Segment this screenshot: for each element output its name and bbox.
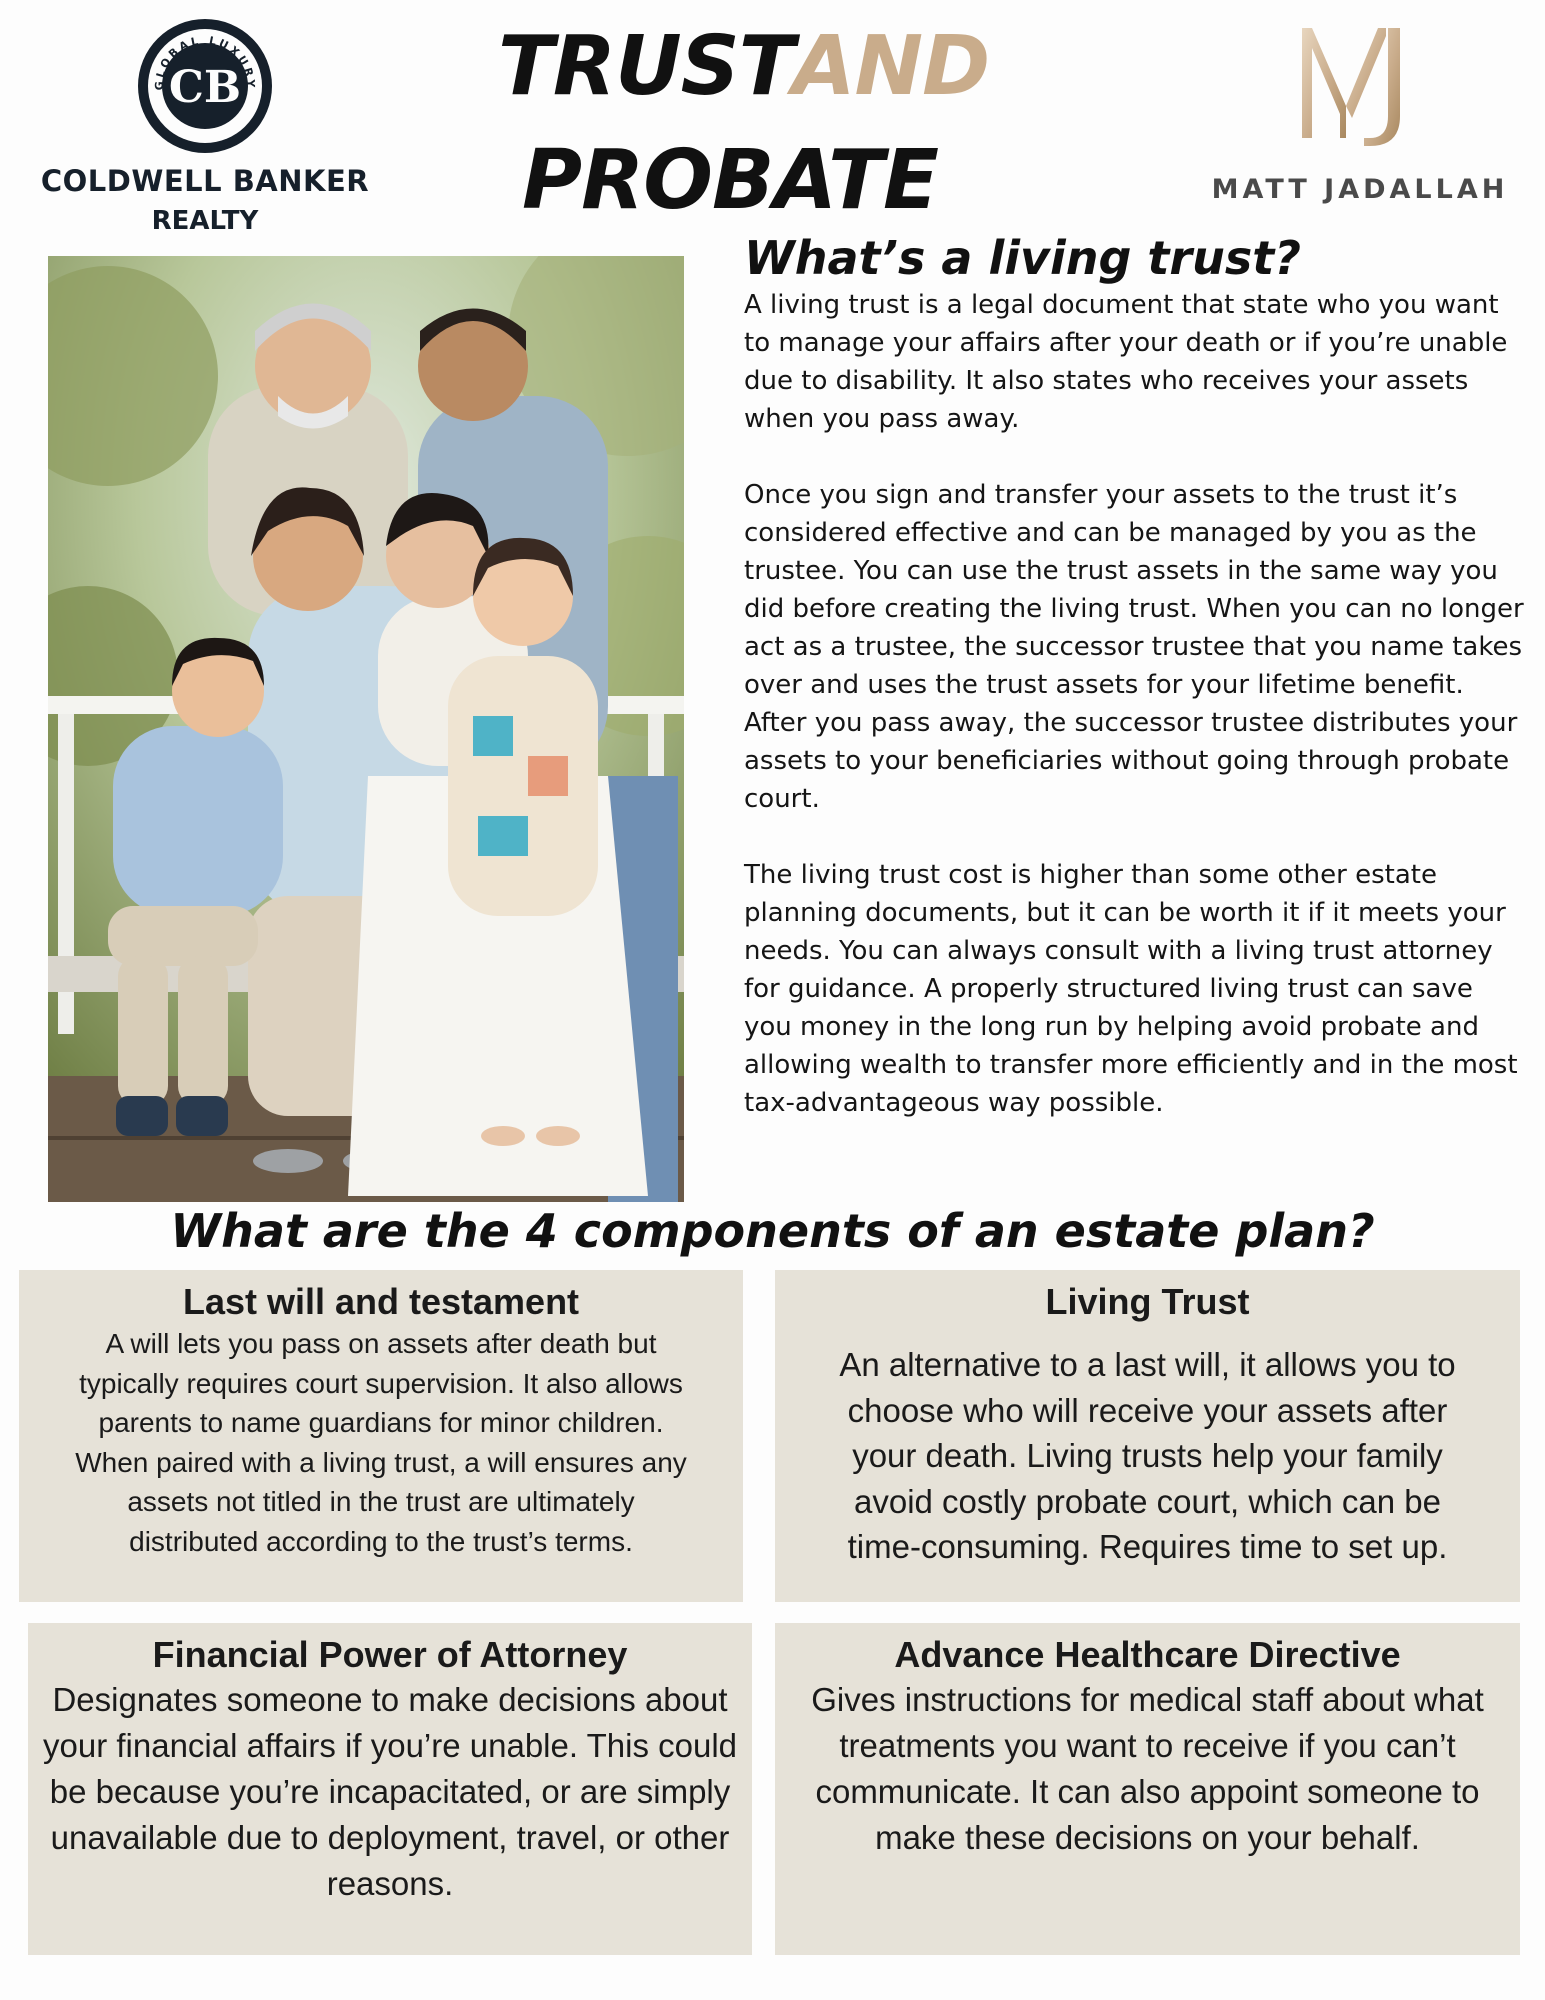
title-and: AND: [792, 19, 990, 114]
cb-global-luxury-seal-icon: [135, 16, 275, 156]
card-body: An alternative to a last will, it allows you to choose who will receive your assets after your death. Living trusts help your family avoid costly probate court, which can be time-consuming. Requires time to set up.: [839, 1346, 1456, 1565]
card-title: Last will and testament: [182, 1281, 580, 1322]
card-body: Gives instructions for medical staff about what treatments you want to receive if you can’t communicate. It can also appoint someone to make these decisions on your behalf.: [811, 1681, 1484, 1856]
seal-letters: CB: [168, 62, 242, 113]
title-trust: TRUST: [498, 19, 794, 114]
svg-text:GLOBAL LUXURY: GLOBAL LUXURY: [152, 33, 258, 91]
card-title: Advance Healthcare Directive: [894, 1634, 1401, 1675]
component-card-living-trust: [775, 1270, 1520, 1602]
component-card-advance-healthcare-directive: [775, 1623, 1520, 1955]
card-title: Living Trust: [1045, 1281, 1250, 1322]
brokerage-sub: REALTY: [151, 206, 259, 236]
card-body: A will lets you pass on assets after death but typically requires court supervision. It also allows parents to name guardians for minor children. When paired with a living trust, a will ensures any assets not titled in the trust are ultimately distributed according to the trust’s terms.: [75, 1328, 687, 1557]
intro-paragraph-1: A living trust is a legal document that state who you want to manage your affairs after your death or if you’re unable due to disability. It also states who receives your assets when you pass away.: [744, 290, 1508, 434]
living-trust-intro: [744, 230, 1524, 1160]
components-heading: What are the 4 components of an estate plan?: [170, 1204, 1375, 1258]
coldwell-banker-logo: [40, 16, 370, 236]
brokerage-name: COLDWELL BANKER: [40, 164, 370, 198]
intro-heading: What’s a living trust?: [744, 231, 1301, 285]
component-card-last-will: [19, 1270, 743, 1602]
family-photo: [48, 256, 684, 1202]
component-card-financial-power-of-attorney: [28, 1623, 752, 1955]
intro-paragraph-2: Once you sign and transfer your assets to the trust it’s considered effective and can be managed by you as the trustee. You can use the trust assets in the same way you did before creating the living trust. When you can no longer act as a trustee, the successor trustee that you name takes over and uses the trust assets for your lifetime benefit. After you pass away, the successor trustee distributes your assets to your beneficiaries without going through probate court.: [744, 480, 1524, 814]
card-body: Designates someone to make decisions about your financial affairs if you’re unable. This could be because you’re incapacitated, or are simply unavailable due to deployment, travel, or other reasons.: [43, 1681, 737, 1902]
title-probate: PROBATE: [522, 133, 939, 228]
agent-name: MATT JADALLAH: [1211, 174, 1509, 205]
mj-monogram-icon: [1290, 18, 1430, 158]
intro-paragraph-3: The living trust cost is higher than some other estate planning documents, but it can be worth it if it meets your needs. You can always consult with a living trust attorney for guidance. A properly structured living trust can save you money in the long run by helping avoid probate and allowing wealth to transfer more efficiently and in the most tax-advantageous way possible.: [744, 860, 1518, 1118]
matt-jadallah-logo: [1205, 18, 1515, 208]
card-title: Financial Power of Attorney: [152, 1634, 628, 1675]
